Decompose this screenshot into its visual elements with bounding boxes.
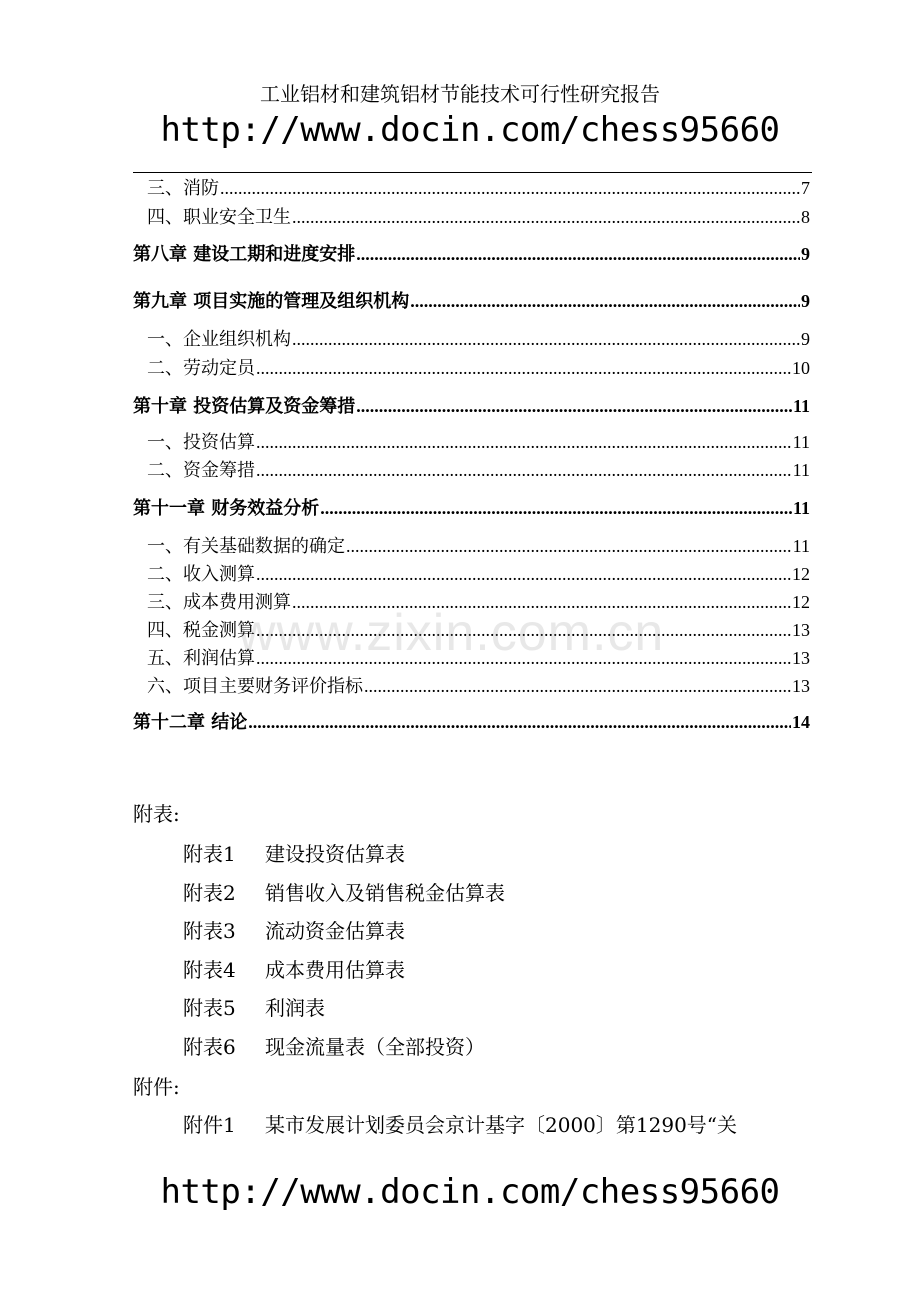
toc-entry-label: 二、收入测算 bbox=[147, 564, 255, 585]
toc-dot-leader bbox=[248, 712, 791, 733]
toc-chapter-entry[interactable] bbox=[133, 708, 810, 734]
watermark: www.zixin.com.cn bbox=[238, 604, 665, 662]
toc-page-number: 7 bbox=[801, 178, 810, 198]
toc-entry-label: 第十章 投资估算及资金筹措 bbox=[133, 396, 356, 417]
appendix-table-item bbox=[183, 1031, 485, 1060]
attachments-heading: 附件: bbox=[133, 1075, 180, 1099]
toc-page-number: 12 bbox=[792, 592, 810, 612]
appendix-table-item bbox=[183, 992, 325, 1021]
toc-entry-label: 四、职业安全卫生 bbox=[147, 207, 291, 228]
toc-dot-leader bbox=[346, 536, 792, 557]
toc-page-number: 9 bbox=[801, 291, 810, 311]
toc-page-number: 9 bbox=[801, 329, 810, 349]
toc-dot-leader bbox=[256, 564, 791, 585]
footer-url[interactable]: http://www.docin.com/chess95660 bbox=[160, 1172, 780, 1212]
toc-section-entry[interactable] bbox=[133, 532, 810, 558]
toc-section-entry[interactable] bbox=[133, 354, 810, 380]
toc-dot-leader bbox=[356, 396, 792, 417]
toc-dot-leader bbox=[220, 178, 800, 199]
toc-dot-leader bbox=[356, 244, 800, 265]
toc-page-number: 14 bbox=[792, 712, 810, 732]
toc-dot-leader bbox=[292, 207, 800, 228]
appendix-table-title: 销售收入及销售税金估算表 bbox=[265, 881, 505, 905]
toc-dot-leader bbox=[292, 329, 800, 350]
toc-dot-leader bbox=[256, 432, 792, 453]
toc-entry-label: 五、利润估算 bbox=[147, 648, 255, 669]
appendix-table-title: 利润表 bbox=[265, 996, 325, 1020]
appendix-table-title: 现金流量表（全部投资） bbox=[265, 1035, 485, 1059]
toc-entry-label: 一、有关基础数据的确定 bbox=[147, 536, 345, 557]
toc-dot-leader bbox=[256, 358, 791, 379]
appendix-table-item bbox=[183, 915, 405, 944]
attachment-title: 某市发展计划委员会京计基字〔2000〕第1290号“关 bbox=[265, 1113, 738, 1137]
header-divider bbox=[133, 172, 812, 173]
appendix-table-code: 附表3 bbox=[183, 919, 236, 943]
toc-section-entry[interactable] bbox=[133, 672, 810, 698]
toc-entry-label: 六、项目主要财务评价指标 bbox=[147, 676, 363, 697]
header-url[interactable]: http://www.docin.com/chess95660 bbox=[160, 110, 780, 150]
toc-section-entry[interactable] bbox=[133, 174, 810, 200]
toc-entry-label: 第九章 项目实施的管理及组织机构 bbox=[133, 291, 410, 312]
appendix-table-code: 附表5 bbox=[183, 996, 236, 1020]
toc-entry-label: 二、资金筹措 bbox=[147, 460, 255, 481]
toc-page-number: 11 bbox=[792, 432, 810, 452]
appendix-table-code: 附表6 bbox=[183, 1035, 236, 1059]
toc-entry-label: 第十二章 结论 bbox=[133, 712, 248, 733]
toc-dot-leader bbox=[364, 676, 791, 697]
toc-entry-label: 四、税金测算 bbox=[147, 620, 255, 641]
toc-section-entry[interactable] bbox=[133, 428, 810, 454]
toc-section-entry[interactable] bbox=[133, 456, 810, 482]
toc-page-number: 13 bbox=[792, 620, 810, 640]
appendix-table-code: 附表1 bbox=[183, 842, 236, 866]
toc-page-number: 11 bbox=[792, 460, 810, 480]
attachment-code: 附件1 bbox=[183, 1113, 236, 1137]
toc-page-number: 11 bbox=[792, 536, 810, 556]
toc-page-number: 13 bbox=[792, 648, 810, 668]
appendix-table-title: 建设投资估算表 bbox=[265, 842, 405, 866]
attachment-item bbox=[183, 1109, 737, 1138]
toc-page-number: 11 bbox=[792, 498, 810, 518]
toc-entry-label: 第八章 建设工期和进度安排 bbox=[133, 244, 356, 265]
toc-chapter-entry[interactable] bbox=[133, 240, 810, 266]
toc-page-number: 11 bbox=[792, 396, 810, 416]
toc-section-entry[interactable] bbox=[133, 203, 810, 229]
appendix-table-title: 流动资金估算表 bbox=[265, 919, 405, 943]
toc-section-entry[interactable] bbox=[133, 560, 810, 586]
toc-dot-leader bbox=[410, 291, 800, 312]
toc-page-number: 9 bbox=[801, 244, 810, 264]
appendix-table-item bbox=[183, 838, 405, 867]
toc-entry-label: 三、消防 bbox=[147, 178, 219, 199]
toc-page-number: 12 bbox=[792, 564, 810, 584]
toc-entry-label: 第十一章 财务效益分析 bbox=[133, 498, 320, 519]
appendix-table-item bbox=[183, 954, 405, 983]
toc-chapter-entry[interactable] bbox=[133, 494, 810, 520]
appendix-table-code: 附表4 bbox=[183, 958, 236, 982]
toc-dot-leader bbox=[256, 460, 792, 481]
toc-entry-label: 二、劳动定员 bbox=[147, 358, 255, 379]
toc-entry-label: 一、企业组织机构 bbox=[147, 329, 291, 350]
toc-dot-leader bbox=[320, 498, 792, 519]
toc-chapter-entry[interactable] bbox=[133, 392, 810, 418]
toc-chapter-entry[interactable] bbox=[133, 287, 810, 313]
toc-entry-label: 三、成本费用测算 bbox=[147, 592, 291, 613]
appendix-tables-heading: 附表: bbox=[133, 802, 180, 826]
toc-page-number: 13 bbox=[792, 676, 810, 696]
appendix-table-code: 附表2 bbox=[183, 881, 236, 905]
toc-section-entry[interactable] bbox=[133, 325, 810, 351]
toc-page-number: 10 bbox=[792, 358, 810, 378]
document-title: 工业铝材和建筑铝材节能技术可行性研究报告 bbox=[260, 82, 660, 106]
appendix-table-item bbox=[183, 877, 505, 906]
appendix-table-title: 成本费用估算表 bbox=[265, 958, 405, 982]
toc-entry-label: 一、投资估算 bbox=[147, 432, 255, 453]
toc-page-number: 8 bbox=[801, 207, 810, 227]
